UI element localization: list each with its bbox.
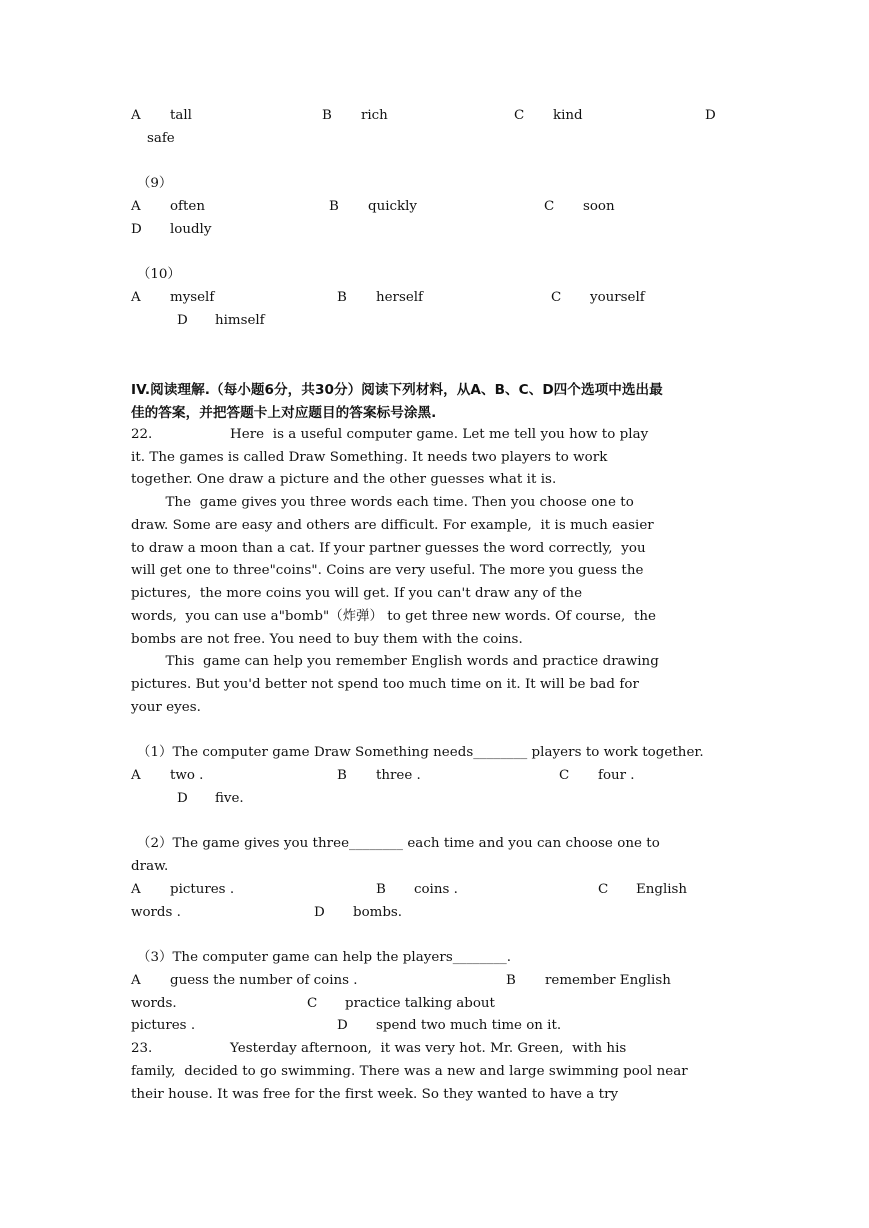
option-d-letter: D <box>177 791 188 806</box>
option-b-letter: B <box>376 882 386 897</box>
option-a-letter: A <box>131 973 141 988</box>
q8-option-c-letter: C <box>514 108 525 123</box>
option-c-text: practice talking about <box>345 996 495 1011</box>
section-heading-line-1: IV.阅读理解.（每小题6分，共30分）阅读下列材料，从A、B、C、D四个选项中选出最 <box>131 382 663 398</box>
q9-option-c-text: soon <box>583 199 615 214</box>
passage-line: This game can help you remember English words and practice drawing <box>131 654 659 669</box>
q10-option-a-letter: A <box>131 290 141 305</box>
option-b-text: remember English <box>545 973 671 988</box>
question-stem: （1）The computer game Draw Something needs________ players to work together. <box>137 745 704 760</box>
passage-line: The game gives you three words each time. Then you choose one to <box>131 495 634 510</box>
q8-option-c-text: kind <box>553 108 583 123</box>
passage-line: Here is a useful computer game. Let me tell you how to play <box>230 427 649 442</box>
q10-option-d-text: himself <box>215 313 265 328</box>
q9-option-a-letter: A <box>131 199 141 214</box>
q8-option-d-text: safe <box>147 131 175 146</box>
q9-option-b-text: quickly <box>368 199 417 214</box>
passage-line: their house. It was free for the first week. So they wanted to have a try <box>131 1087 619 1102</box>
option-c-letter: C <box>598 882 609 897</box>
passage-line: to draw a moon than a cat. If your partner guesses the word correctly, you <box>131 541 646 556</box>
q9-number: （9） <box>137 176 173 191</box>
passage-line: family, decided to go swimming. There was a new and large swimming pool near <box>131 1064 688 1079</box>
passage-line: bombs are not free. You need to buy them with the coins. <box>131 632 523 647</box>
q10-option-d-letter: D <box>177 313 188 328</box>
option-a-letter: A <box>131 882 141 897</box>
option-d-text: spend two much time on it. <box>376 1018 562 1033</box>
option-c-text: four . <box>598 768 635 783</box>
passage-line: will get one to three"coins". Coins are very useful. The more you guess the <box>131 563 644 578</box>
option-c-text-continued: pictures . <box>131 1018 196 1033</box>
option-a-text: pictures . <box>170 882 235 897</box>
q10-option-a-text: myself <box>170 290 215 305</box>
option-a-text: two . <box>170 768 204 783</box>
question-stem: （3）The computer game can help the players________. <box>137 950 512 965</box>
option-c-letter: C <box>559 768 570 783</box>
passage-line: together. One draw a picture and the other guesses what it is. <box>131 472 557 487</box>
option-c-text-continued: words . <box>131 905 181 920</box>
q9-option-c-letter: C <box>544 199 555 214</box>
passage-line: words, you can use a"bomb"（炸弹） to get three new words. Of course, the <box>131 609 657 624</box>
option-d-letter: D <box>314 905 325 920</box>
option-d-text: five. <box>215 791 244 806</box>
q8-option-a-text: tall <box>170 108 192 123</box>
question-stem: （2）The game gives you three________ each time and you can choose one to <box>137 836 660 851</box>
option-d-letter: D <box>337 1018 348 1033</box>
option-b-letter: B <box>337 768 347 783</box>
option-b-letter: B <box>506 973 516 988</box>
passage-line: pictures, the more coins you will get. If you can't draw any of the <box>131 586 583 601</box>
passage-line: it. The games is called Draw Something. It needs two players to work <box>131 450 608 465</box>
q10-option-b-letter: B <box>337 290 347 305</box>
option-d-text: bombs. <box>353 905 403 920</box>
q8-option-a-letter: A <box>131 108 141 123</box>
passage-number: 23. <box>131 1041 153 1056</box>
q9-option-d-text: loudly <box>170 222 212 237</box>
passage-line: your eyes. <box>131 700 201 715</box>
q8-option-b-text: rich <box>361 108 388 123</box>
option-a-text: guess the number of coins . <box>170 973 358 988</box>
q8-option-d-letter: D <box>705 108 716 123</box>
q8-option-b-letter: B <box>322 108 332 123</box>
q9-option-b-letter: B <box>329 199 339 214</box>
option-c-letter: C <box>307 996 318 1011</box>
section-heading-line-2: 佳的答案，并把答题卡上对应题目的答案标号涂黑. <box>131 405 437 421</box>
q9-option-a-text: often <box>170 199 205 214</box>
passage-line: Yesterday afternoon, it was very hot. Mr. Green, with his <box>230 1041 627 1056</box>
q9-option-d-letter: D <box>131 222 142 237</box>
q10-option-b-text: herself <box>376 290 423 305</box>
option-b-text: coins . <box>414 882 458 897</box>
option-b-text: three . <box>376 768 421 783</box>
q10-option-c-text: yourself <box>590 290 645 305</box>
q10-number: （10） <box>137 267 181 282</box>
option-b-text-continued: words. <box>131 996 177 1011</box>
q10-option-c-letter: C <box>551 290 562 305</box>
question-stem-continued: draw. <box>131 859 169 874</box>
passage-line: pictures. But you'd better not spend too much time on it. It will be bad for <box>131 677 639 692</box>
option-a-letter: A <box>131 768 141 783</box>
option-c-text: English <box>636 882 688 897</box>
passage-number: 22. <box>131 427 153 442</box>
passage-line: draw. Some are easy and others are difficult. For example, it is much easier <box>131 518 654 533</box>
